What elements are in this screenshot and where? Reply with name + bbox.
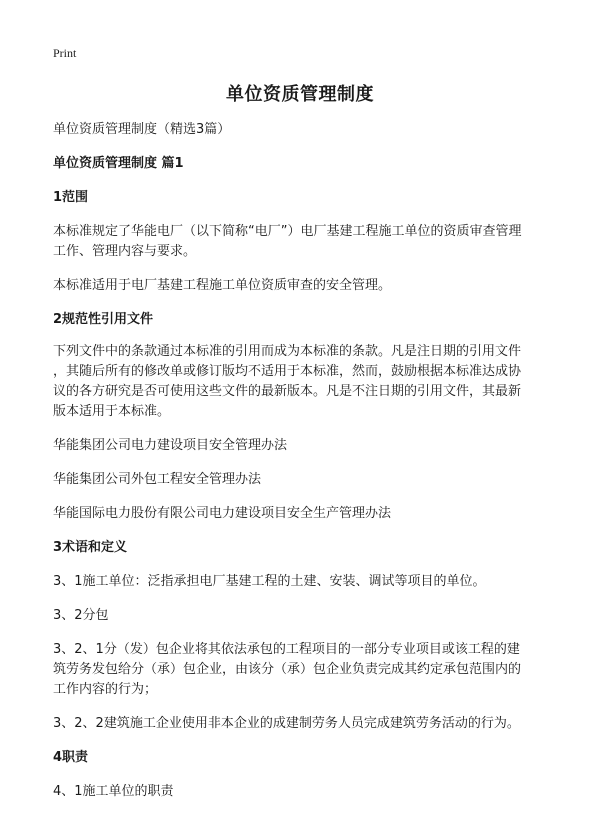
- section2-para1: [53, 342, 553, 422]
- document-title: 单位资质管理制度: [226, 84, 374, 105]
- article-heading: 单位资质管理制度 篇1: [53, 156, 184, 171]
- paragraph-line: ，其随后所有的修改单或修订版均不适用于本标准，然而，鼓励根据本标准达成协: [53, 364, 522, 379]
- definition-item: [53, 640, 553, 700]
- reference-item: 华能国际电力股份有限公司电力建设项目安全生产管理办法: [53, 506, 392, 521]
- paragraph-line: 3、2、1分（发）包企业将其依法承包的工程项目的一部分专业项目或该工程的建: [53, 642, 520, 657]
- reference-item: 华能集团公司电力建设项目安全管理办法: [53, 438, 288, 453]
- section1-para2: 本标准适用于电厂基建工程施工单位资质审查的安全管理。: [53, 278, 392, 293]
- document-subtitle: 单位资质管理制度（精选3篇）: [53, 122, 231, 137]
- section2-heading: 2规范性引用文件: [53, 312, 154, 327]
- print-label: Print: [53, 46, 77, 60]
- section1-heading: 1范围: [53, 190, 89, 205]
- section3-heading: 3术语和定义: [53, 540, 128, 555]
- paragraph-line: 工作、管理内容与要求。: [53, 244, 197, 259]
- paragraph-line: 版本适用于本标准。: [53, 404, 171, 419]
- document-body: [53, 120, 553, 802]
- paragraph-line: 工作内容的行为；: [53, 682, 158, 697]
- section4-heading: 4职责: [53, 750, 89, 765]
- section1-para1: [53, 222, 553, 262]
- paragraph-line: 议的各方研究是否可使用这些文件的最新版本。凡是不注日期的引用文件，其最新: [53, 384, 522, 399]
- paragraph-line: 下列文件中的条款通过本标准的引用而成为本标准的条款。凡是注日期的引用文件: [53, 344, 522, 359]
- paragraph-line: 筑劳务发包给分（承）包企业，由该分（承）包企业负责完成其约定承包范围内的: [53, 662, 522, 677]
- reference-item: 华能集团公司外包工程安全管理办法: [53, 472, 262, 487]
- definition-item: 3、1施工单位：泛指承担电厂基建工程的土建、安装、调试等项目的单位。: [53, 574, 486, 589]
- responsibility-item: 4、1施工单位的职责: [53, 784, 174, 799]
- paragraph-line: 本标准规定了华能电厂（以下简称“电厂”）电厂基建工程施工单位的资质审查管理: [53, 224, 522, 239]
- definition-item: 3、2分包: [53, 608, 109, 623]
- definition-item: 3、2、2建筑施工企业使用非本企业的成建制劳务人员完成建筑劳务活动的行为。: [53, 716, 520, 731]
